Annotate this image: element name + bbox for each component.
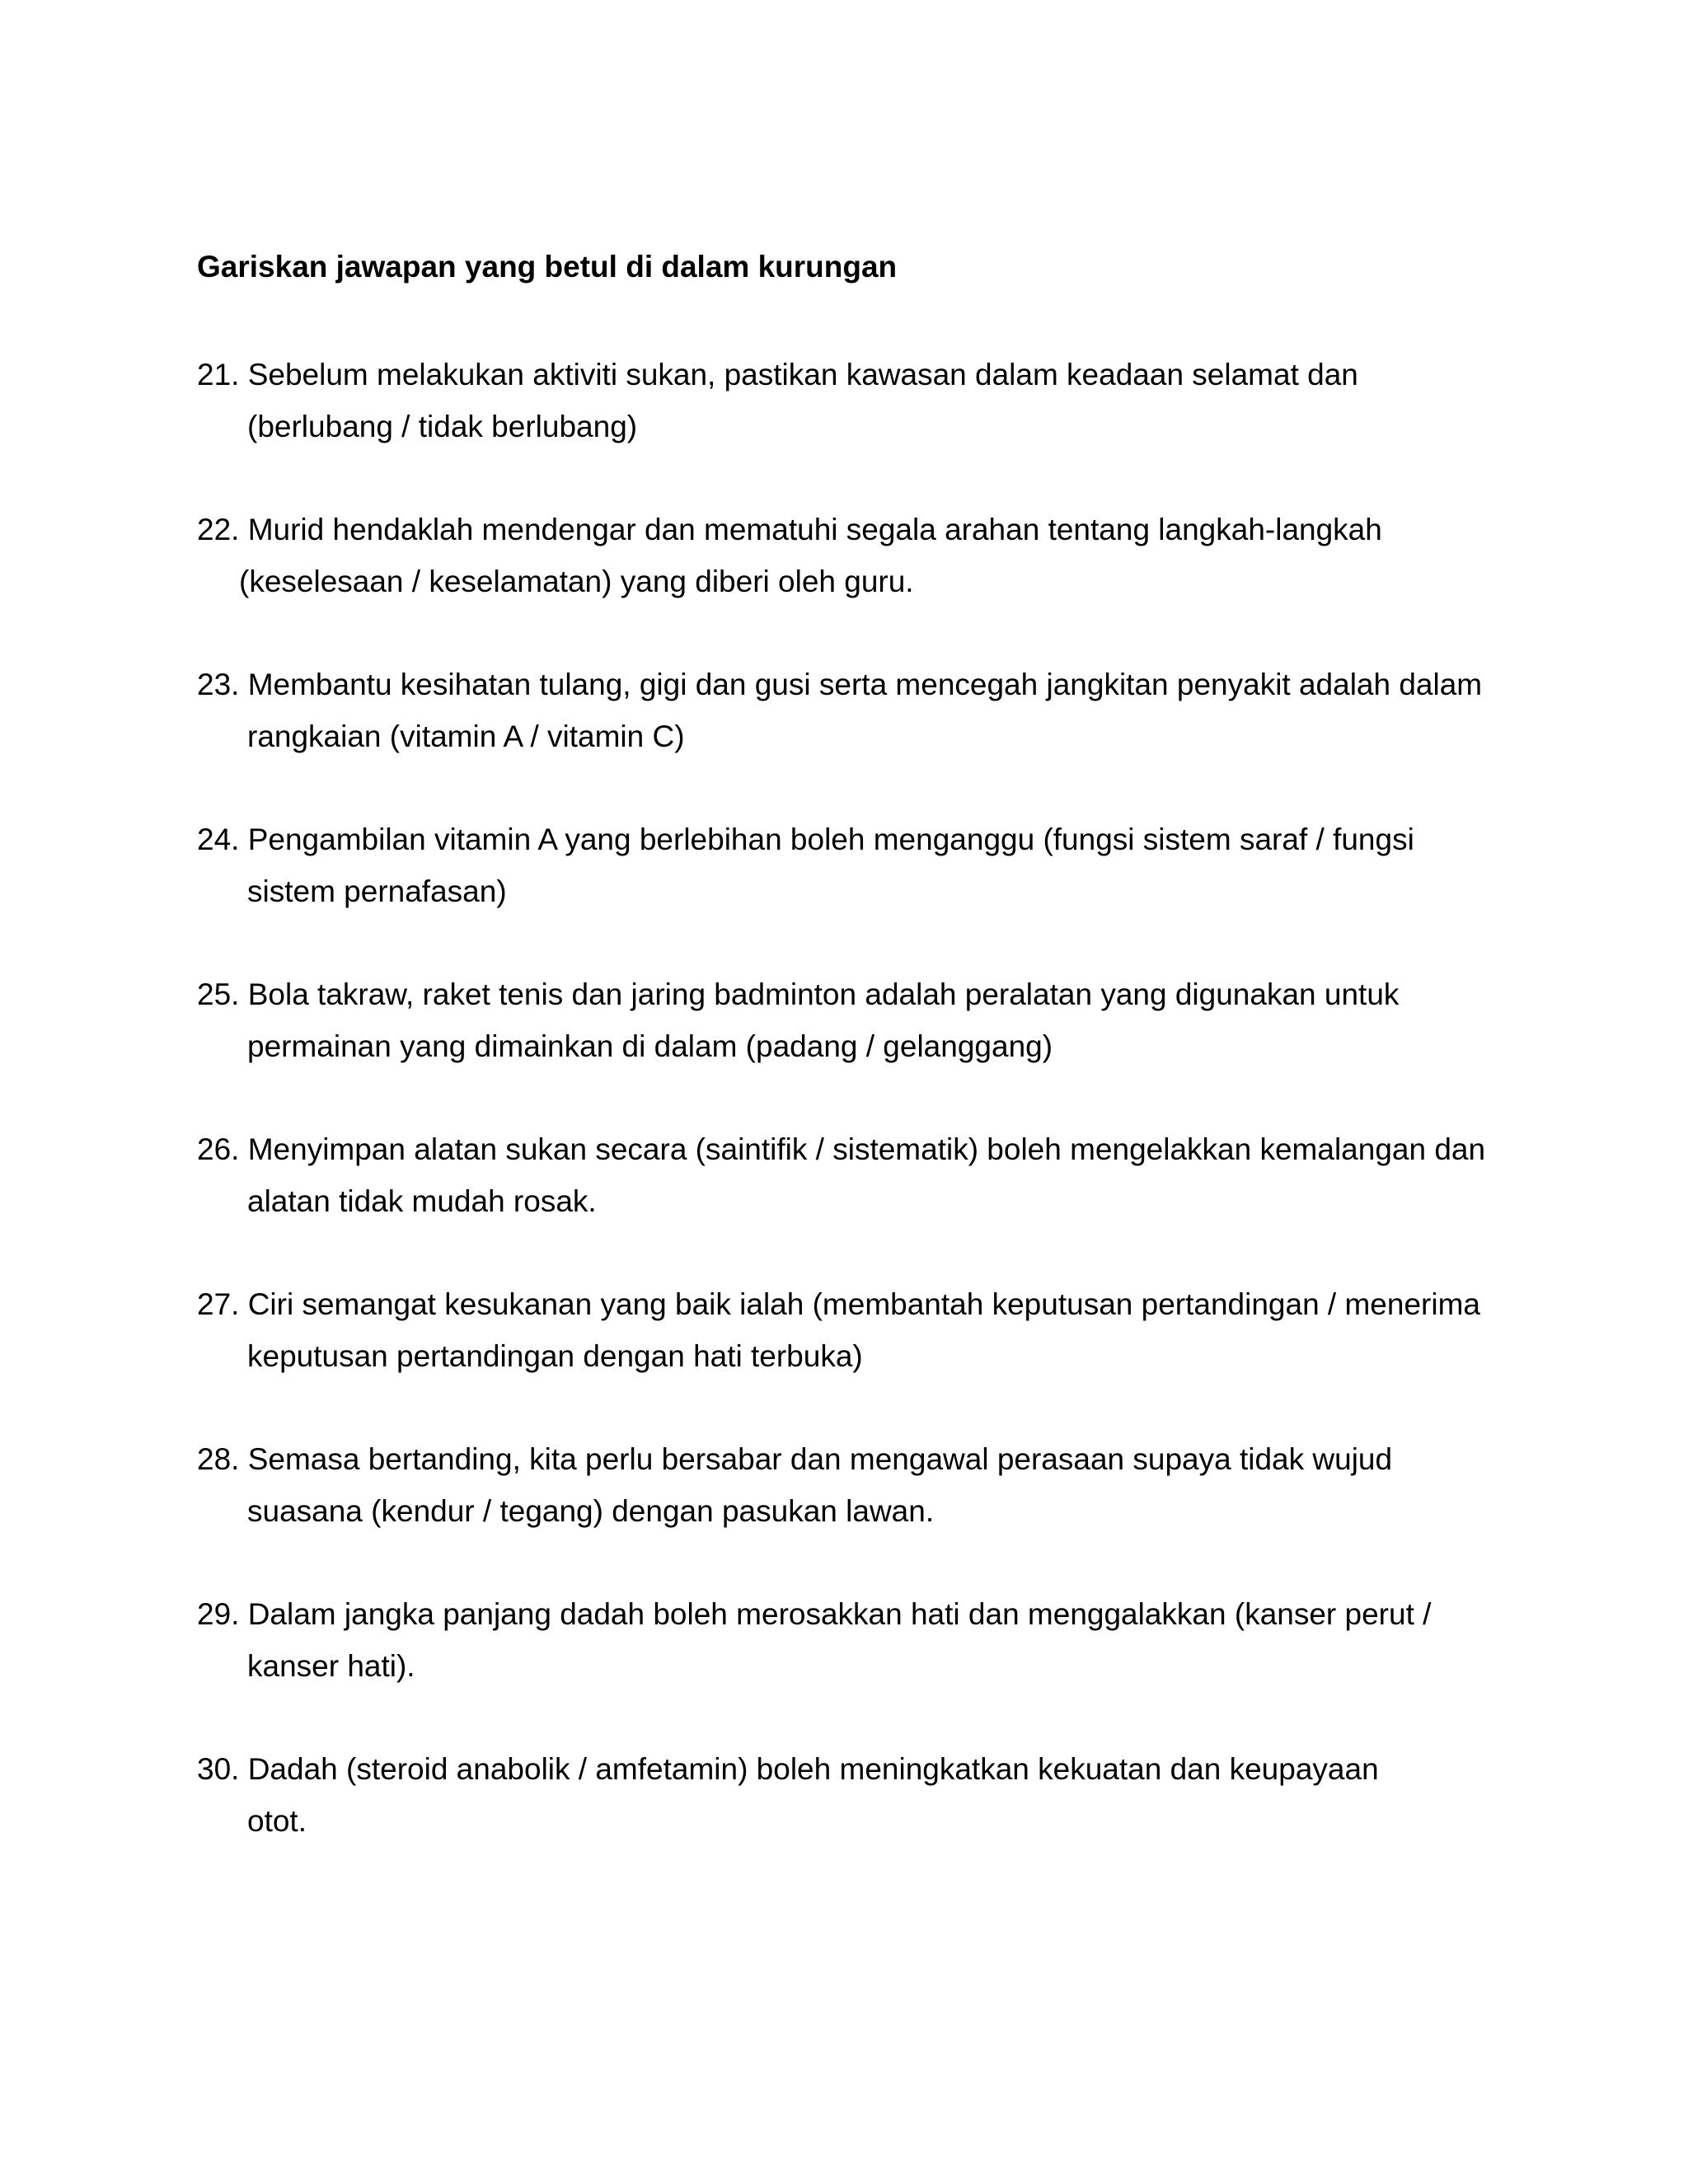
question-line: kanser hati).	[247, 1649, 415, 1683]
question-line: 29. Dalam jangka panjang dadah boleh merosakkan hati dan menggalakkan (kanser perut /	[197, 1597, 1432, 1631]
question-26	[197, 1123, 1532, 1227]
question-line: (keselesaan / keselamatan) yang diberi oleh guru.	[239, 565, 914, 598]
question-line: 21. Sebelum melakukan aktiviti sukan, pastikan kawasan dalam keadaan selamat dan	[197, 358, 1358, 391]
question-line: permainan yang dimainkan di dalam (padang / gelanggang)	[247, 1029, 1053, 1063]
question-27	[197, 1278, 1532, 1382]
question-line: 25. Bola takraw, raket tenis dan jaring badminton adalah peralatan yang digunakan untuk	[197, 977, 1400, 1011]
question-22	[197, 504, 1532, 607]
question-line: 26. Menyimpan alatan sukan secara (saintifik / sistematik) boleh mengelakkan kemalangan dan	[197, 1132, 1486, 1166]
instruction-heading: Gariskan jawapan yang betul di dalam kurungan	[197, 250, 898, 284]
question-25	[197, 968, 1532, 1072]
question-line: otot.	[247, 1804, 307, 1838]
question-line: 22. Murid hendaklah mendengar dan mematuhi segala arahan tentang langkah-langkah	[197, 513, 1382, 546]
question-line: 30. Dadah (steroid anabolik / amfetamin) boleh meningkatkan kekuatan dan keupayaan	[197, 1752, 1379, 1786]
question-line: alatan tidak mudah rosak.	[247, 1184, 597, 1218]
question-21	[197, 349, 1532, 452]
question-line: keputusan pertandingan dengan hati terbuka)	[247, 1339, 863, 1373]
question-23	[197, 658, 1532, 762]
question-line: 28. Semasa bertanding, kita perlu bersabar dan mengawal perasaan supaya tidak wujud	[197, 1442, 1393, 1476]
question-30	[197, 1743, 1532, 1847]
question-line: (berlubang / tidak berlubang)	[247, 410, 638, 443]
question-line: rangkaian (vitamin A / vitamin C)	[247, 719, 685, 753]
question-line: 23. Membantu kesihatan tulang, gigi dan gusi serta mencegah jangkitan penyakit adalah dalam	[197, 668, 1483, 701]
question-line: suasana (kendur / tegang) dengan pasukan lawan.	[247, 1494, 935, 1528]
question-28	[197, 1433, 1532, 1537]
question-24	[197, 813, 1532, 917]
question-line: sistem pernafasan)	[247, 874, 507, 908]
question-line: 24. Pengambilan vitamin A yang berlebihan boleh menganggu (fungsi sistem saraf / fungsi	[197, 823, 1414, 856]
question-29	[197, 1588, 1532, 1692]
question-line: 27. Ciri semangat kesukanan yang baik ialah (membantah keputusan pertandingan / menerima	[197, 1287, 1480, 1321]
